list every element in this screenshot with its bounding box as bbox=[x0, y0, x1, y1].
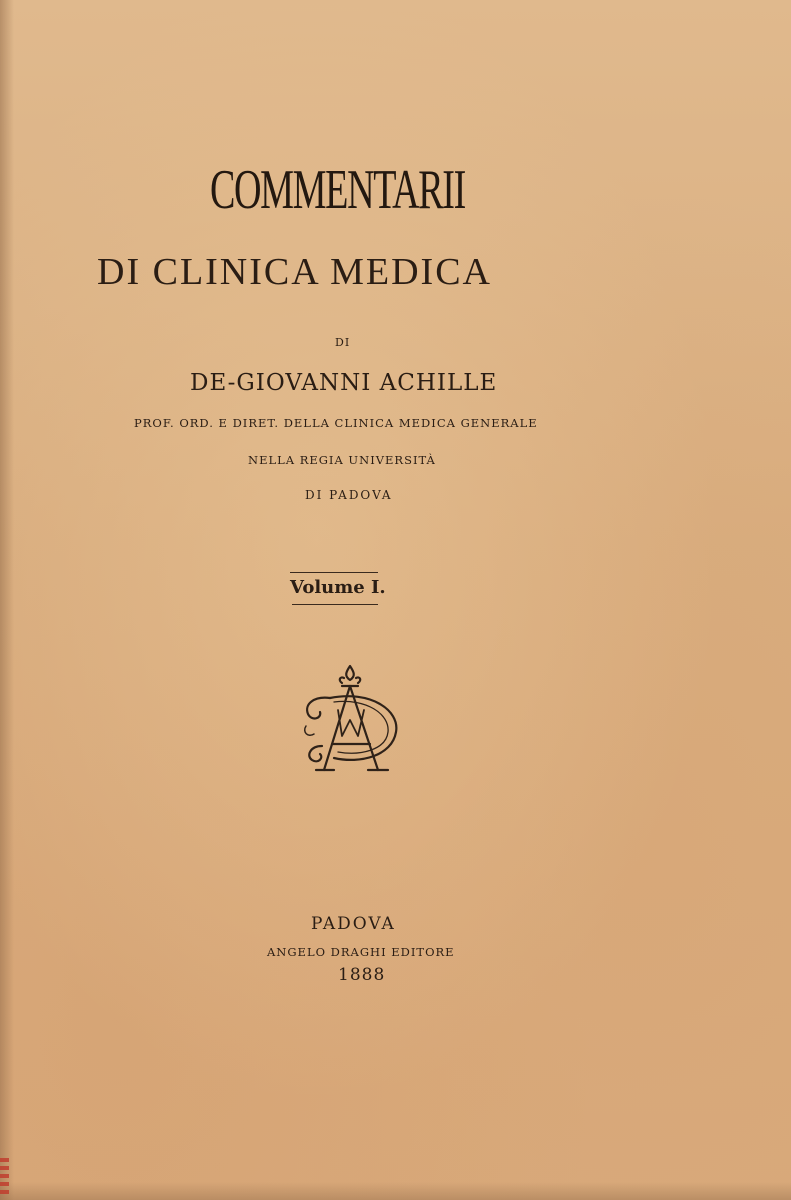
author-city: DI PADOVA bbox=[305, 488, 393, 502]
volume-label: Volume I. bbox=[290, 577, 386, 598]
author-institution: NELLA REGIA UNIVERSITÀ bbox=[248, 453, 436, 467]
publisher-monogram-icon bbox=[300, 660, 400, 775]
page-bottom-shadow bbox=[0, 1182, 791, 1200]
imprint-year: 1888 bbox=[338, 965, 386, 985]
library-stamp-mark bbox=[0, 1158, 9, 1194]
by-line: DI bbox=[335, 336, 351, 349]
volume-rule-top bbox=[290, 572, 378, 573]
imprint-place: PADOVA bbox=[311, 914, 396, 934]
volume-rule-bottom bbox=[292, 604, 378, 605]
book-subtitle: DI CLINICA MEDICA bbox=[97, 251, 492, 293]
author-position: PROF. ORD. E DIRET. DELLA CLINICA MEDICA GENERALE bbox=[134, 416, 538, 430]
author-name: DE-GIOVANNI ACHILLE bbox=[190, 370, 498, 396]
imprint-publisher: ANGELO DRAGHI EDITORE bbox=[267, 945, 455, 959]
page-edge-shadow bbox=[0, 0, 14, 1200]
book-title: COMMENTARII bbox=[210, 159, 465, 221]
